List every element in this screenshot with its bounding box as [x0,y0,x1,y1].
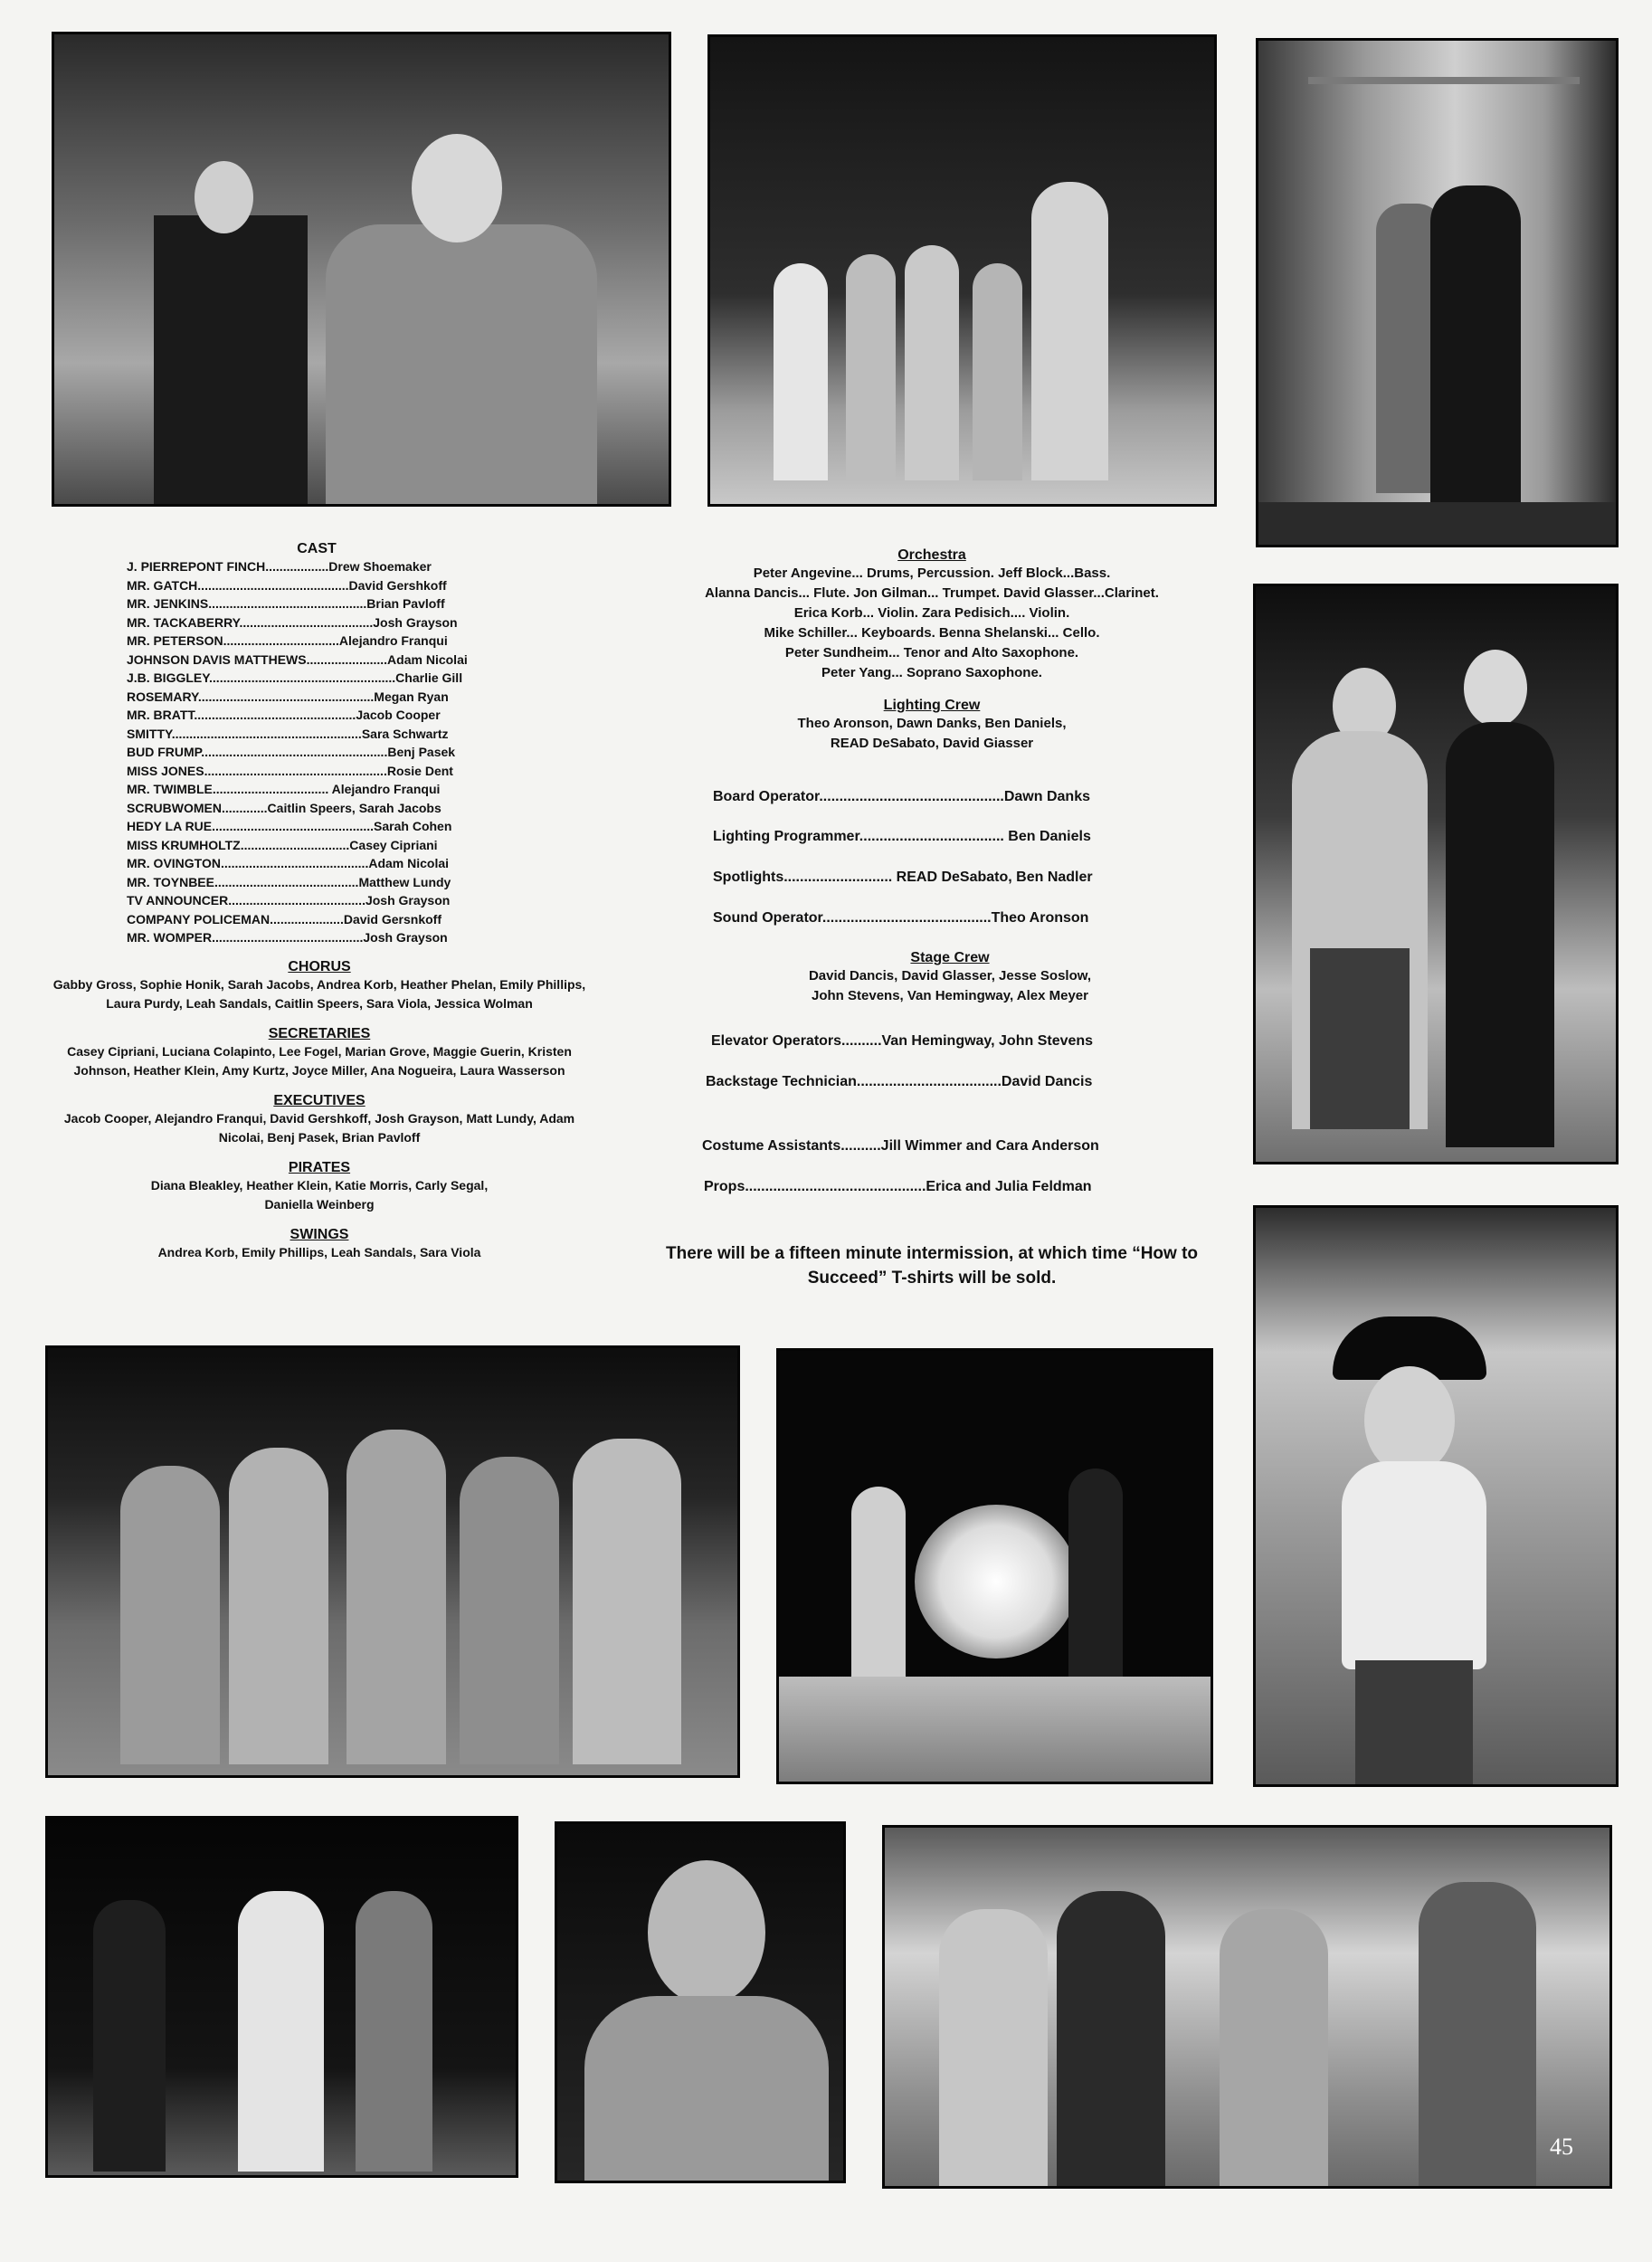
photo-couple-doorway [1256,38,1619,547]
ensemble-lists [52,959,586,1262]
board-operator: Board Operator..............................................Dawn Danks [713,789,1090,804]
cast-row: MR. PETERSON.................................Alejandro Franqui [127,633,448,648]
stage-crew-title: Stage Crew [910,950,990,965]
orchestra-title: Orchestra [897,547,966,563]
orchestra-line: Peter Yang... Soprano Saxophone. [821,665,1042,680]
cast-row: MR. GATCH...........................................David Gershkoff [127,577,447,593]
swings-title: SWINGS [290,1227,349,1242]
cast-row: MR. WOMPER...........................................Josh Grayson [127,930,448,945]
lighting-title: Lighting Crew [883,698,981,713]
stage-crew-line: David Dancis, David Glasser, Jesse Soslow, [808,968,1092,984]
chorus-title: CHORUS [288,959,351,974]
photo-pirate-girl [1253,1205,1619,1787]
pirates-body: Diana Bleakley, Heather Klein, Katie Morris, Carly Segal, Daniella Weinberg [150,1178,489,1212]
executives-body: Jacob Cooper, Alejandro Franqui, David Gershkoff, Josh Grayson, Matt Lundy, Adam Nicolai, Benj Pasek, Brian Pavloff [63,1111,575,1145]
lighting-programmer: Lighting Programmer.................................... Ben Daniels [713,829,1091,844]
props: Props.............................................Erica and Julia Feldman [704,1179,1092,1194]
cast-rows [127,557,516,947]
photo-rosemary-finch [1253,584,1619,1164]
elevator-operators: Elevator Operators..........Van Hemingway, John Stevens [711,1033,1094,1049]
spotlights: Spotlights........................... READ DeSabato, Ben Nadler [713,870,1093,885]
sound-operator: Sound Operator..........................................Theo Aronson [713,910,1089,926]
swings-body: Andrea Korb, Emily Phillips, Leah Sandals, Sara Viola [157,1245,481,1259]
cast-row: J. PIERREPONT FINCH..................Drew Shoemaker [127,559,432,574]
lighting-line: READ DeSabato, David Giasser [830,736,1034,751]
photo-man-closeup [555,1821,846,2183]
stage-crew-block [679,950,1221,1006]
cast-row: ROSEMARY..................................................Megan Ryan [127,689,449,704]
photo-spotlight-couple [776,1348,1213,1784]
orchestra-line: Peter Sundheim... Tenor and Alto Saxophone. [784,645,1079,661]
cast-row: COMPANY POLICEMAN.....................David Gersnkoff [127,911,441,927]
cast-list [118,541,516,947]
intermission-notice: There will be a fifteen minute intermission, at which time “How to Succeed” T-shirts will be sold. [665,1244,1199,1288]
cast-row: SMITTY......................................................Sara Schwartz [127,726,449,741]
cast-row: JOHNSON DAVIS MATTHEWS.......................Adam Nicolai [127,651,468,667]
chorus-body: Gabby Gross, Sophie Honik, Sarah Jacobs, Andrea Korb, Heather Phelan, Emily Phillips, Laura Purdy, Leah Sandals, Caitlin Speers, Sara Viola, Jessica Wolman [52,977,586,1011]
cast-row: BUD FRUMP.....................................................Benj Pasek [127,745,456,759]
cast-title: CAST [297,541,337,556]
secretaries-body: Casey Cipriani, Luciana Colapinto, Lee Fogel, Marian Grove, Maggie Guerin, Kristen Johnson, Heather Klein, Amy Kurtz, Joyce Miller, Ana Nogueira, Laura Wasserson [67,1044,572,1078]
page-number: 45 [1550,2134,1573,2160]
orchestra-line: Mike Schiller... Keyboards. Benna Shelanski... Cello. [764,625,1100,641]
photo-three-singers [45,1816,518,2178]
cast-row: MISS JONES....................................................Rosie Dent [127,763,453,778]
photo-two-actors-stage [52,32,671,507]
secretaries-title: SECRETARIES [268,1026,371,1041]
cast-row: MR. BRATT..............................................Jacob Cooper [127,708,441,722]
photo-four-executives [882,1825,1612,2189]
orchestra-line: Erica Korb... Violin. Zara Pedisich.... Violin. [793,605,1070,621]
cast-row: MR. TWIMBLE................................. Alejandro Franqui [127,782,441,796]
cast-row: J.B. BIGGLEY.....................................................Charlie Gill [127,670,463,685]
cast-row: HEDY LA RUE..............................................Sarah Cohen [127,819,452,833]
lighting-line: Theo Aronson, Dawn Danks, Ben Daniels, [797,716,1067,731]
pirates-title: PIRATES [288,1160,351,1175]
executives-title: EXECUTIVES [273,1093,366,1108]
photo-secretaries-dance [707,34,1217,507]
cast-row: TV ANNOUNCER.......................................Josh Grayson [127,893,451,908]
costume-assistants: Costume Assistants..........Jill Wimmer and Cara Anderson [702,1138,1099,1154]
orchestra-line: Alanna Dancis... Flute. Jon Gilman... Trumpet. David Glasser...Clarinet. [705,585,1159,601]
photo-pirate-dancers [45,1345,740,1778]
orchestra-block [633,547,1230,754]
cast-row: MR. OVINGTON..........................................Adam Nicolai [127,856,450,870]
cast-row: MR. JENKINS.............................................Brian Pavloff [127,596,445,611]
cast-row: MISS KRUMHOLTZ...............................Casey Cipriani [127,837,438,852]
cast-row: MR. TACKABERRY......................................Josh Grayson [127,614,458,630]
stage-crew-line: John Stevens, Van Hemingway, Alex Meyer [812,988,1088,1003]
backstage-technician: Backstage Technician....................................David Dancis [706,1074,1093,1089]
orchestra-line: Peter Angevine... Drums, Percussion. Jeff Block...Bass. [753,566,1111,581]
cast-row: SCRUBWOMEN.............Caitlin Speers, Sarah Jacobs [127,800,441,815]
cast-row: MR. TOYNBEE.........................................Matthew Lundy [127,874,451,889]
